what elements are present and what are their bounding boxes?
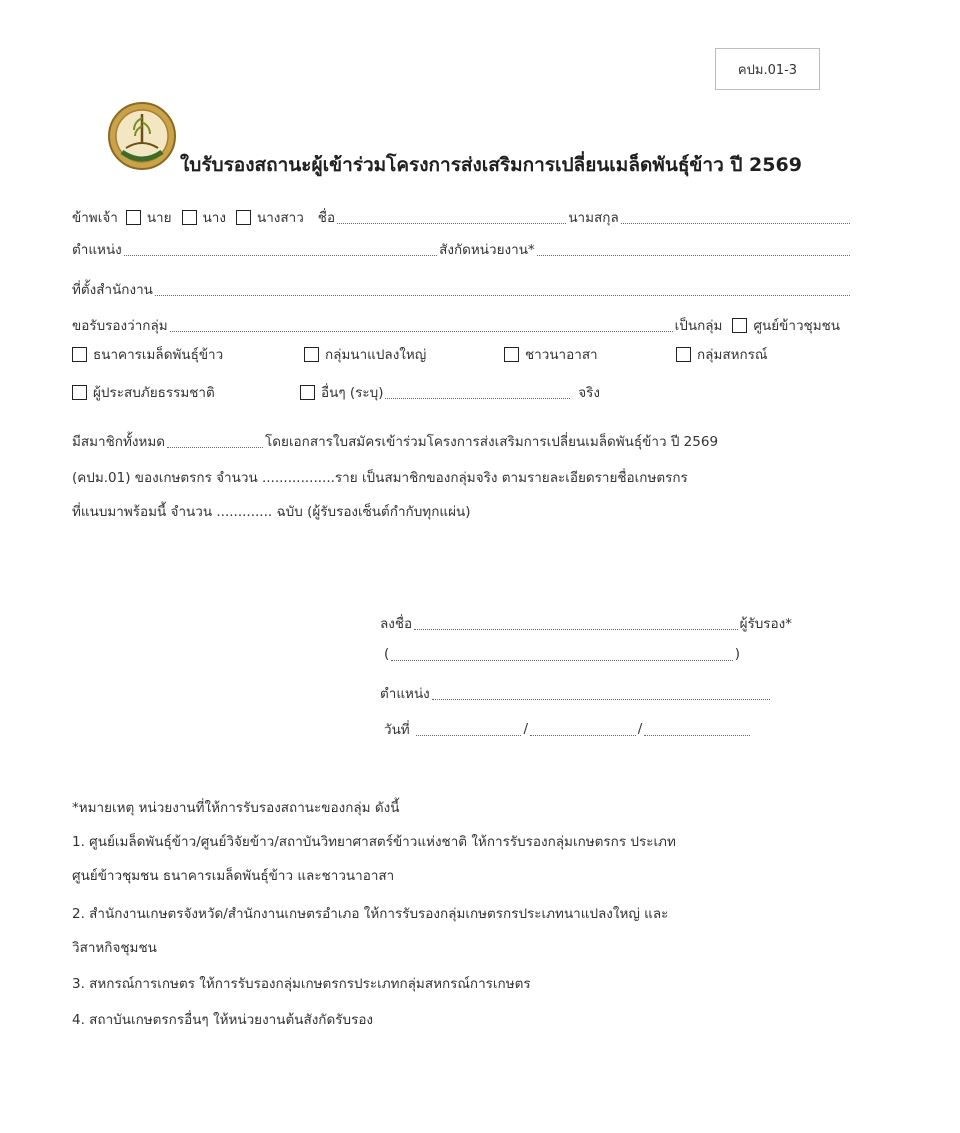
opt-other[interactable] bbox=[300, 381, 600, 403]
note-1b-text: ศูนย์ข้าวชุมชน ธนาคารเมล็ดพันธุ์ข้าว และชาวนาอาสา bbox=[72, 868, 395, 884]
members-count-field[interactable] bbox=[167, 435, 263, 448]
para-line-3-text: ที่แนบมาพร้อมนี้ จำนวน ............. ฉบับ (ผู้รับรองเซ็นต์กำกับทุกแผ่น) bbox=[72, 504, 471, 520]
row-position-unit bbox=[72, 238, 852, 260]
true-label: จริง bbox=[578, 385, 600, 401]
date-slash-1: / bbox=[523, 721, 528, 737]
sign-row bbox=[380, 612, 792, 634]
opt-disaster-label: ผู้ประสบภัยธรรมชาติ bbox=[93, 385, 215, 401]
row-office bbox=[72, 278, 852, 300]
month-field[interactable] bbox=[530, 723, 636, 736]
signature-field[interactable] bbox=[414, 617, 737, 630]
note-4-text: 4. สถาบันเกษตรกรอื่นๆ ให้หน่วยงานต้นสังกัดรับรอง bbox=[72, 1012, 374, 1028]
para-line-2-text: (คปม.01) ของเกษตรกร จำนวน .................ราย เป็นสมาชิกของกลุ่มจริง ตามรายละเอียดรายชื่อเกษตรกร bbox=[72, 470, 688, 486]
opt-volunteer[interactable] bbox=[504, 343, 598, 365]
checkbox-community-rice-center[interactable] bbox=[732, 318, 747, 333]
sign-position-label: ตำแหน่ง bbox=[380, 686, 430, 702]
sign-position-row bbox=[380, 682, 772, 704]
checkbox-large-plot[interactable] bbox=[304, 347, 319, 362]
form-code-box bbox=[715, 48, 820, 90]
opt-large-plot-label: กลุ่มนาแปลงใหญ่ bbox=[325, 347, 427, 363]
opt-other-label: อื่นๆ (ระบุ) bbox=[321, 385, 384, 401]
surname-field[interactable] bbox=[621, 211, 850, 224]
position-label: ตำแหน่ง bbox=[72, 242, 122, 258]
note-3 bbox=[72, 972, 531, 994]
date-row bbox=[384, 718, 752, 740]
year-field[interactable] bbox=[644, 723, 750, 736]
note-2a bbox=[72, 902, 668, 924]
open-paren: ( bbox=[384, 646, 390, 662]
opt-seed-bank[interactable] bbox=[72, 343, 223, 365]
checkbox-mr[interactable] bbox=[126, 210, 141, 225]
note-1b bbox=[72, 864, 394, 886]
checkbox-volunteer[interactable] bbox=[504, 347, 519, 362]
sign-label: ลงชื่อ bbox=[380, 616, 413, 632]
note-2b bbox=[72, 936, 157, 958]
prefix-label: ข้าพเจ้า bbox=[72, 210, 118, 226]
name-field[interactable] bbox=[337, 211, 566, 224]
office-label: ที่ตั้งสำนักงาน bbox=[72, 282, 153, 298]
date-label: วันที่ bbox=[384, 722, 410, 738]
note-2b-text: วิสาหกิจชุมชน bbox=[72, 940, 157, 956]
opt-seed-bank-label: ธนาคารเมล็ดพันธุ์ข้าว bbox=[93, 347, 224, 363]
checkbox-disaster[interactable] bbox=[72, 385, 87, 400]
opt-volunteer-label: ชาวนาอาสา bbox=[525, 347, 598, 363]
group-name-field[interactable] bbox=[170, 319, 673, 332]
unit-field[interactable] bbox=[537, 243, 850, 256]
other-specify-field[interactable] bbox=[385, 386, 570, 399]
checkbox-mrs[interactable] bbox=[182, 210, 197, 225]
checkbox-seed-bank[interactable] bbox=[72, 347, 87, 362]
opt-mr-label: นาย bbox=[146, 210, 172, 226]
notes-heading-text: *หมายเหตุ หน่วยงานที่ให้การรับรองสถานะของกลุ่ม ดังนี้ bbox=[72, 800, 400, 816]
para-line-1-text: โดยเอกสารใบสมัครเข้าร่วมโครงการส่งเสริมการเปลี่ยนเมล็ดพันธุ์ข้าว ปี 2569 bbox=[265, 434, 719, 450]
opt-large-plot[interactable] bbox=[304, 343, 426, 365]
office-field[interactable] bbox=[155, 283, 850, 296]
opt-coop-label: กลุ่มสหกรณ์ bbox=[697, 347, 768, 363]
unit-label: สังกัดหน่วยงาน* bbox=[439, 242, 535, 258]
opt-miss-label: นางสาว bbox=[256, 210, 304, 226]
note-1a-text: 1. ศูนย์เมล็ดพันธุ์ข้าว/ศูนย์วิจัยข้าว/สถาบันวิทยาศาสตร์ข้าวแห่งชาติ ให้การรับรองกลุ่มเกษตรกร ประเภท bbox=[72, 834, 676, 850]
note-1a bbox=[72, 830, 676, 852]
para-line-2 bbox=[72, 466, 688, 488]
sign-position-field[interactable] bbox=[432, 687, 770, 700]
note-3-text: 3. สหกรณ์การเกษตร ให้การรับรองกลุ่มเกษตรกรประเภทกลุ่มสหกรณ์การเกษตร bbox=[72, 976, 531, 992]
row-group-request bbox=[72, 314, 840, 336]
opt-mrs-label: นาง bbox=[202, 210, 226, 226]
row-applicant-name bbox=[72, 206, 852, 228]
form-code: คปม.01-3 bbox=[737, 62, 798, 78]
department-logo bbox=[106, 100, 178, 172]
opt-disaster[interactable] bbox=[72, 381, 215, 403]
position-field[interactable] bbox=[124, 243, 437, 256]
name-label: ชื่อ bbox=[317, 210, 336, 226]
is-group-label: เป็นกลุ่ม bbox=[674, 318, 723, 334]
note-4 bbox=[72, 1008, 373, 1030]
opt-coop[interactable] bbox=[676, 343, 767, 365]
notes-heading bbox=[72, 796, 399, 818]
date-slash-2: / bbox=[637, 721, 643, 737]
form-title: ใบรับรองสถานะผู้เข้าร่วมโครงการส่งเสริมการเปลี่ยนเมล็ดพันธุ์ข้าว ปี 2569 bbox=[180, 154, 802, 176]
opt-community-rice-center-label: ศูนย์ข้าวชุมชน bbox=[753, 318, 840, 334]
checkbox-miss[interactable] bbox=[236, 210, 251, 225]
surname-label: นามสกุล bbox=[568, 210, 619, 226]
members-label: มีสมาชิกทั้งหมด bbox=[72, 434, 166, 450]
day-field[interactable] bbox=[416, 723, 522, 736]
certifier-label: ผู้รับรอง* bbox=[739, 616, 792, 632]
note-2a-text: 2. สำนักงานเกษตรจังหวัด/สำนักงานเกษตรอำเภอ ให้การรับรองกลุ่มเกษตรกรประเภทนาแปลงใหญ่ และ bbox=[72, 906, 669, 922]
name-paren-row bbox=[384, 646, 740, 662]
checkbox-other[interactable] bbox=[300, 385, 315, 400]
checkbox-coop[interactable] bbox=[676, 347, 691, 362]
close-paren: ) bbox=[734, 646, 740, 662]
para-line-3 bbox=[72, 500, 470, 522]
para-line-1 bbox=[72, 430, 854, 452]
printed-name-field[interactable] bbox=[391, 648, 732, 661]
request-label: ขอรับรองว่ากลุ่ม bbox=[72, 318, 168, 334]
